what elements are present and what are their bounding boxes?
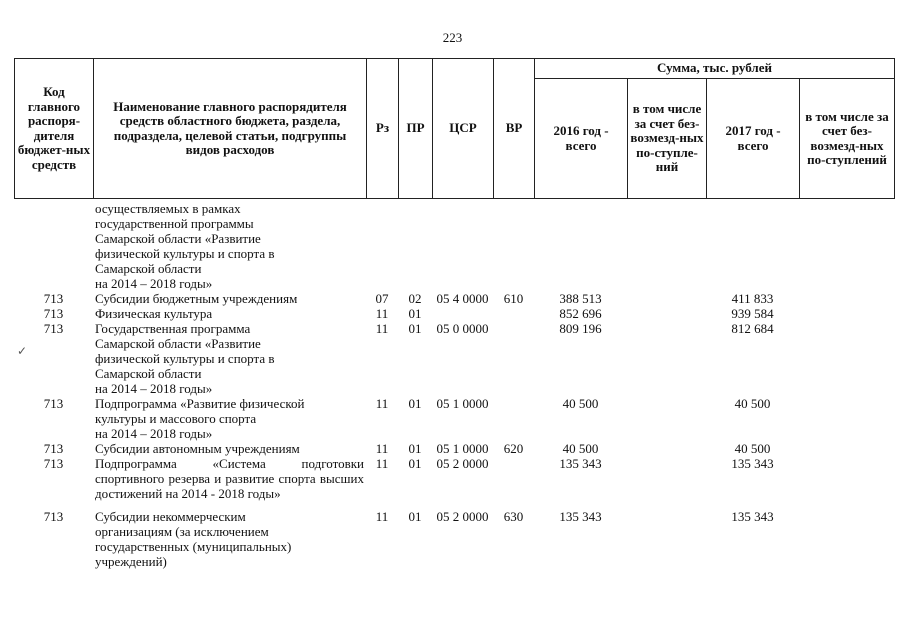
cell-vr — [493, 321, 534, 396]
cell-csr: 05 2 0000 — [436, 456, 489, 471]
continuation-text: осуществляемых в рамках государственной программы Самарской области «Развитие физической культуры и спорта в Самарской области на 2014 – 2018 годы» — [95, 201, 275, 291]
cell-vr — [493, 456, 534, 501]
cell-name: Подпрограмма «Развитие физической культуры и массового спорта на 2014 – 2018 годы» — [95, 396, 305, 441]
header-2016-gratuitous: в том числе за счет без-возмезд-ных по-ступле-ний — [628, 79, 707, 199]
cell-csr: 05 2 0000 — [436, 509, 489, 524]
header-name: Наименование главного распорядителя средств областного бюджета, раздела, подраздела, целевой статьи, подгруппы видов расходов — [94, 59, 367, 199]
cell-vr: 630 — [503, 509, 524, 524]
header-2017-total: 2017 год - всего — [707, 79, 800, 199]
table-row — [14, 456, 894, 501]
cell-code: 713 — [43, 291, 64, 306]
page-number: 223 — [442, 30, 463, 45]
cell-2017-total: 135 343 — [731, 509, 774, 524]
cell-2017-total: 135 343 — [731, 456, 774, 471]
cell-csr: 05 4 0000 — [436, 291, 489, 306]
table-row — [14, 501, 894, 569]
table-row — [14, 396, 894, 441]
cell-2016-gratuitous — [627, 321, 706, 396]
cell-2016-total: 852 696 — [559, 306, 602, 321]
header-2016-total: 2016 год - всего — [535, 79, 628, 199]
header-code: Код главного распоря-дителя бюджет-ных средств — [15, 59, 94, 199]
cell-2017-total: 939 584 — [731, 306, 774, 321]
cell-pr: 01 — [408, 441, 422, 456]
cell-2017-gratuitous — [799, 396, 894, 441]
cell-pr: 01 — [408, 306, 422, 321]
table-row — [14, 306, 894, 321]
cell-csr: 05 1 0000 — [436, 396, 489, 411]
cell-2016-total: 135 343 — [559, 509, 602, 524]
cell-rz: 11 — [375, 396, 389, 411]
cell-2016-total: 40 500 — [562, 396, 599, 411]
cell-code: 713 — [43, 306, 64, 321]
cell-2016-total: 40 500 — [562, 441, 599, 456]
cell-2017-gratuitous — [799, 456, 894, 501]
cell-name: Подпрограмма «Система подготовки спортивного резерва и развитие спорта высших достижений на 2014 - 2018 годы» — [95, 456, 364, 501]
cell-code: 713 — [43, 321, 64, 336]
cell-2016-total: 809 196 — [559, 321, 602, 336]
cell-code: 713 — [43, 456, 64, 471]
header-2017-gratuitous: в том числе за счет без-возмезд-ных по-ступлений — [800, 79, 895, 199]
cell-2017-total: 40 500 — [734, 441, 771, 456]
cell-2017-gratuitous — [799, 321, 894, 396]
cell-vr — [493, 306, 534, 321]
header-sum: Сумма, тыс. рублей — [535, 59, 895, 79]
cell-2017-total: 40 500 — [734, 396, 771, 411]
cell-code: 713 — [43, 509, 64, 524]
cell-pr: 02 — [408, 291, 422, 306]
cell-2017-total: 411 833 — [731, 291, 774, 306]
cell-2017-gratuitous — [799, 291, 894, 306]
cell-rz: 07 — [375, 291, 389, 306]
handwritten-tick-mark: ✓ — [17, 344, 28, 358]
cell-2017-gratuitous — [799, 306, 894, 321]
cell-csr: 05 0 0000 — [436, 321, 489, 336]
header-pr: ПР — [399, 59, 433, 199]
cell-pr: 01 — [408, 321, 422, 336]
cell-rz: 11 — [375, 441, 389, 456]
cell-rz: 11 — [375, 509, 389, 524]
cell-rz: 11 — [375, 306, 389, 321]
cell-name: Физическая культура — [95, 306, 213, 321]
table-row — [14, 321, 894, 396]
table-row — [14, 441, 894, 456]
cell-2016-gratuitous — [627, 441, 706, 456]
cell-2016-gratuitous — [627, 456, 706, 501]
cell-vr: 610 — [503, 291, 524, 306]
cell-2017-gratuitous — [799, 501, 894, 569]
cell-name: Государственная программа Самарской области «Развитие физической культуры и спорта в Самарской области на 2014 – 2018 годы» — [95, 321, 275, 396]
header-csr: ЦСР — [433, 59, 494, 199]
cell-2016-gratuitous — [627, 501, 706, 569]
cell-vr — [493, 396, 534, 441]
header-rz: Рз — [367, 59, 399, 199]
header-vr: ВР — [494, 59, 535, 199]
cell-2016-gratuitous — [627, 396, 706, 441]
cell-2017-total: 812 684 — [731, 321, 774, 336]
cell-csr: 05 1 0000 — [436, 441, 489, 456]
cell-pr: 01 — [408, 396, 422, 411]
cell-2016-total: 388 513 — [559, 291, 602, 306]
table-header — [14, 58, 895, 199]
table-row — [14, 291, 894, 306]
cell-pr: 01 — [408, 456, 422, 471]
cell-2016-gratuitous — [627, 291, 706, 306]
cell-name: Субсидии некоммерческим организациям (за исключением государственных (муниципальных) учреждений) — [95, 509, 292, 569]
cell-rz: 11 — [375, 456, 389, 471]
cell-name: Субсидии бюджетным учреждениям — [95, 291, 298, 306]
cell-csr — [432, 306, 493, 321]
cell-rz: 11 — [375, 321, 389, 336]
table-body — [14, 201, 894, 569]
cell-2017-gratuitous — [799, 441, 894, 456]
continuation-row — [14, 201, 894, 291]
cell-pr: 01 — [408, 509, 422, 524]
cell-2016-gratuitous — [627, 306, 706, 321]
cell-name: Субсидии автономным учреждениям — [95, 441, 300, 456]
cell-code: 713 — [43, 441, 64, 456]
cell-vr: 620 — [503, 441, 524, 456]
cell-code: 713 — [43, 396, 64, 411]
cell-2016-total: 135 343 — [559, 456, 602, 471]
